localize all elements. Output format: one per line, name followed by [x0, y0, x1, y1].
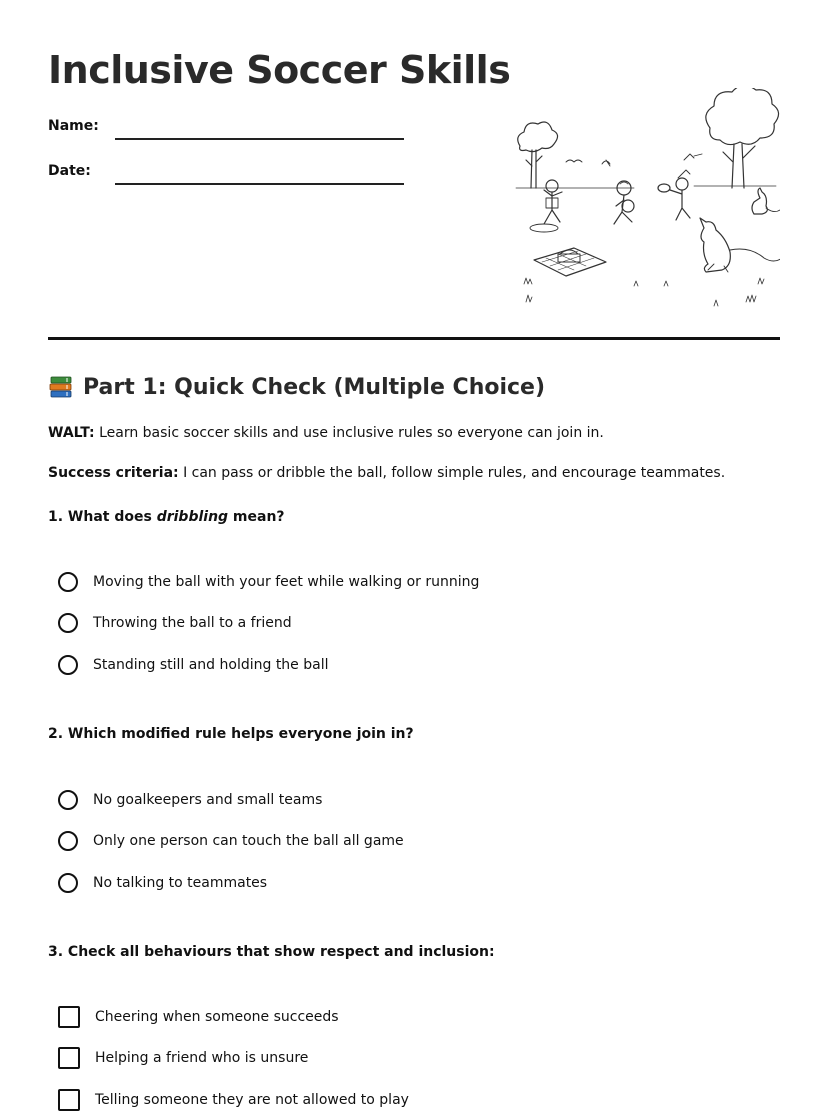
radio-button[interactable] [58, 790, 78, 810]
radio-button[interactable] [58, 572, 78, 592]
radio-button[interactable] [58, 831, 78, 851]
park-soccer-illustration [514, 88, 780, 316]
option-label: No talking to teammates [93, 875, 268, 891]
question-2-text: 2. Which modified rule helps everyone join in? [48, 726, 414, 742]
small-tree-icon [518, 122, 558, 188]
option-label: Telling someone they are not allowed to play [95, 1092, 409, 1108]
question-2-option-1[interactable] [58, 788, 322, 812]
question-3-option-1[interactable] [58, 1005, 339, 1029]
question-3-text: 3. Check all behaviours that show respect and inclusion: [48, 944, 495, 960]
option-label: Helping a friend who is unsure [95, 1050, 309, 1066]
option-label: Throwing the ball to a friend [93, 615, 292, 631]
child-with-racket-icon [658, 170, 690, 220]
part1-heading [48, 374, 545, 400]
question-1-text [48, 509, 285, 525]
worksheet-title: Inclusive Soccer Skills [48, 48, 511, 92]
date-label: Date: [48, 163, 91, 179]
worksheet-page [48, 0, 780, 1118]
walt-text: Learn basic soccer skills and use inclusive rules so everyone can join in. [99, 425, 604, 441]
option-label: Standing still and holding the ball [93, 657, 329, 673]
success-criteria-label: Success criteria: [48, 465, 179, 481]
question-3-option-2[interactable] [58, 1046, 308, 1070]
checkbox[interactable] [58, 1006, 80, 1028]
books-icon [48, 374, 74, 400]
child-with-ball-icon [614, 181, 634, 224]
success-criteria [48, 465, 725, 481]
question-1-option-2[interactable] [58, 611, 292, 635]
checkbox[interactable] [58, 1047, 80, 1069]
section-divider [48, 337, 780, 340]
question-1-suffix: mean? [228, 509, 285, 525]
date-field[interactable] [115, 183, 404, 185]
question-2-option-3[interactable] [58, 871, 267, 895]
option-label: Cheering when someone succeeds [95, 1009, 339, 1025]
radio-button[interactable] [58, 655, 78, 675]
picnic-blanket-icon [534, 248, 606, 276]
large-kangaroo-icon [700, 218, 780, 272]
part1-heading-text: Part 1: Quick Check (Multiple Choice) [83, 374, 546, 400]
radio-button[interactable] [58, 873, 78, 893]
name-label: Name: [48, 118, 99, 134]
question-3-option-3[interactable] [58, 1088, 409, 1112]
question-1-emphasis: dribbling [156, 509, 229, 525]
option-label: No goalkeepers and small teams [93, 792, 323, 808]
radio-button[interactable] [58, 613, 78, 633]
walt-statement [48, 425, 604, 441]
success-criteria-text: I can pass or dribble the ball, follow simple rules, and encourage teammates. [183, 465, 726, 481]
option-label: Only one person can touch the ball all game [93, 833, 404, 849]
question-2-option-2[interactable] [58, 829, 404, 853]
name-field[interactable] [115, 138, 404, 140]
checkbox[interactable] [58, 1089, 80, 1111]
large-tree-icon [706, 88, 779, 188]
question-1-option-1[interactable] [58, 570, 479, 594]
option-label: Moving the ball with your feet while walking or running [93, 574, 480, 590]
question-1-prefix: 1. What does [48, 509, 157, 525]
small-kangaroo-icon [752, 188, 780, 214]
walt-label: WALT: [48, 425, 95, 441]
question-1-option-3[interactable] [58, 653, 329, 677]
